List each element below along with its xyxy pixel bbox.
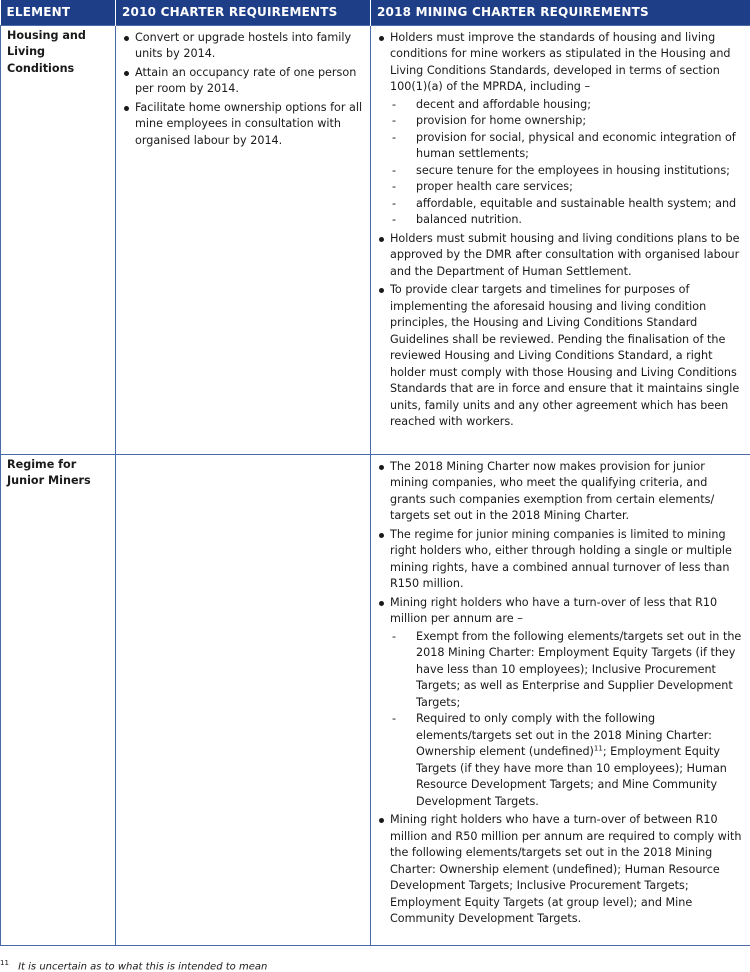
bullet-list [376,30,746,431]
dash-item: - balanced nutrition. [390,212,746,229]
element-cell: Housing and Living Conditions [1,25,116,454]
table-row-housing [1,25,750,454]
dash-text: Required to only comply with the following elements/targets set out in the 2018 Mining Charter: Ownership element (undefined) [416,712,712,758]
bullet-item: Attain an occupancy rate of one person per room by 2014. [121,65,366,98]
header-2018-requirements: 2018 MINING CHARTER REQUIREMENTS [371,0,750,25]
footnote-reference: 11 [593,744,603,753]
bullet-item: To provide clear targets and timelines for purposes of implementing the aforesaid housing and living condition principles, the Housing and Living Conditions Standard Guidelines shall be reviewed. Pending the finalisation of the reviewed Housing and Living Conditions Standard, a right holder must comply with those Housing and Living Conditions Standards that are in force and ensure that it maintains single units, family units and any other agreement which has been reached with workers. [376,282,746,431]
footnote [0,957,750,972]
dash-item: - secure tenure for the employees in housing institutions; [390,163,746,180]
bullet-item: Facilitate home ownership options for all mine employees in consultation with organised labour by 2014. [121,100,366,150]
bullet-item [376,595,746,811]
dash-item: - provision for home ownership; [390,113,746,130]
requirements-2010-cell [116,25,371,454]
requirements-2018-cell [371,454,750,945]
bullet-text: Mining right holders who have a turn-over of less that R10 million per annum are – [390,595,718,625]
dash-item: - proper health care services; [390,179,746,196]
table-header-row [1,0,750,25]
bullet-item: Mining right holders who have a turn-over of between R10 million and R50 million per annum are required to comply with the following elements/targets set out in the 2018 Mining Charter: Ownership element (undefined); Human Resource Development Targets; Inclusive Procurement Targets; Employment Equity Targets (at group level); and Mine Community Development Targets. [376,812,746,928]
header-element: ELEMENT [1,0,116,25]
header-2010-requirements: 2010 CHARTER REQUIREMENTS [116,0,371,25]
table-row-junior-miners [1,454,750,945]
footnote-number: 11 [0,959,9,967]
bullet-item [376,30,746,229]
footnote-text: It is uncertain as to what this is intended to mean [18,961,268,972]
bullet-item: The 2018 Mining Charter now makes provision for junior mining companies, who meet the qualifying criteria, and grants such companies exemption from certain elements/ targets set out in the 2018 Mining Charter. [376,459,746,525]
bullet-text: Holders must improve the standards of housing and living conditions for mine workers as stipulated in the Housing and Living Conditions Standards, developed in terms of section 100(1)(a) of the MPRDA, including – [390,30,731,93]
dash-item: - Exempt from the following elements/targets set out in the 2018 Mining Charter: Employment Equity Targets (if they have less than 10 employees); Inclusive Procurement Targets; as well as Enterprise and Supplier Development Targets; [390,629,746,712]
requirements-2018-cell [371,25,750,454]
bullet-item: Holders must submit housing and living conditions plans to be approved by the DMR after consultation with organised labour and the Department of Human Settlement. [376,231,746,281]
bullet-list [121,30,366,150]
dash-item: - affordable, equitable and sustainable health system; and [390,196,746,213]
dash-item [390,711,746,810]
element-cell: Regime for Junior Miners [1,454,116,945]
dash-list [390,97,746,229]
dash-item: - provision for social, physical and economic integration of human settlements; [390,130,746,163]
dash-text: ; Employment Equity Targets (if they have more than 10 employees); Human Resource Development Targets; and Mine Community Development Targets. [416,745,727,808]
dash-list [390,629,746,811]
bullet-item: Convert or upgrade hostels into family units by 2014. [121,30,366,63]
dash-item: - decent and affordable housing; [390,97,746,114]
bullet-item: The regime for junior mining companies is limited to mining right holders who, either through holding a single or multiple mining rights, have a combined annual turnover of less than R150 million. [376,527,746,593]
bullet-list [376,459,746,928]
requirements-2010-cell [116,454,371,945]
